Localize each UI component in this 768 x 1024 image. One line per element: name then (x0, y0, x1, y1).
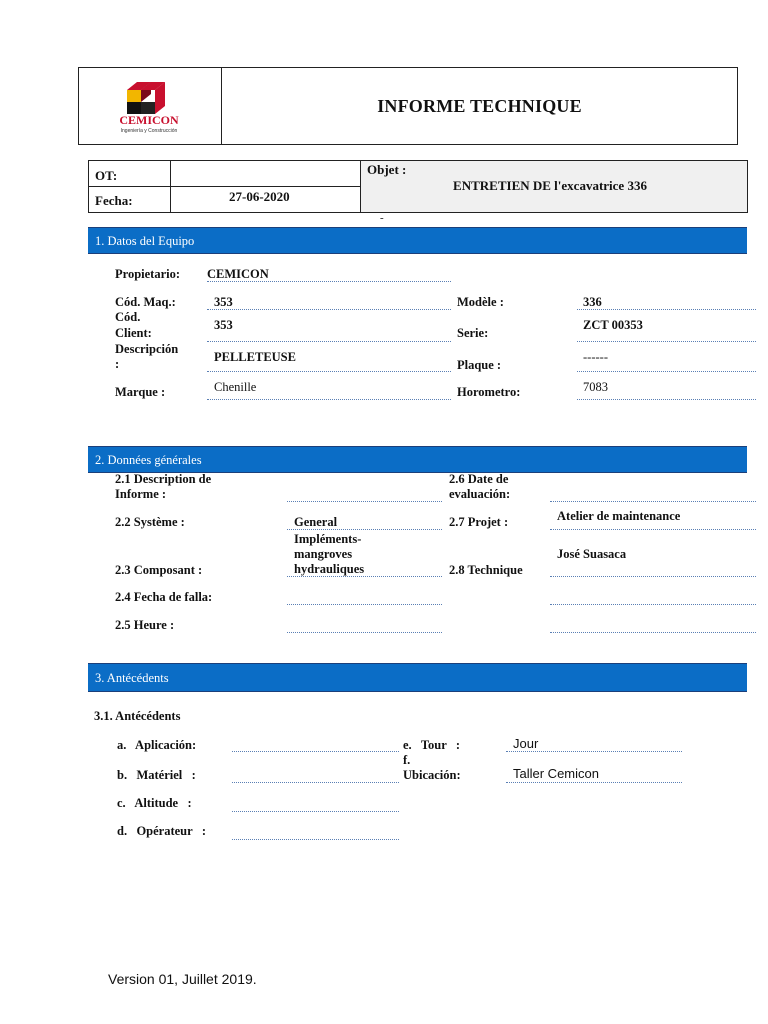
altitude-label: c. Altitude : (117, 796, 192, 810)
ubicacion-label-1: f. (403, 753, 411, 767)
materiel-label: b. Matériel : (117, 768, 196, 782)
desc-informe-label-1: 2.1 Description de (115, 472, 212, 486)
composant-label: 2.3 Composant : (115, 563, 203, 577)
modele-label: Modèle : (457, 295, 504, 309)
report-header (78, 67, 738, 145)
desc-informe-label-2: Informe : (115, 487, 167, 501)
marque-value: Chenille (214, 380, 257, 394)
fecha-value: 27-06-2020 (229, 189, 290, 204)
dash-mark: - (380, 212, 384, 224)
ubicacion-value: Taller Cemicon (513, 766, 599, 781)
technique-value: José Suasaca (557, 547, 627, 561)
objet-label-text: Objet : (367, 162, 407, 177)
heure-label: 2.5 Heure : (115, 618, 175, 632)
logo-name: CEMICON (119, 113, 179, 127)
composant-value-2: mangroves (294, 547, 353, 561)
tour-value: Jour (513, 736, 539, 751)
projet-value: Atelier de maintenance (557, 509, 681, 523)
antecedents-subtitle: 3.1. Antécédents (94, 709, 181, 723)
ot-label: OT: (95, 168, 118, 183)
section-2-bar: 2. Données générales (88, 446, 747, 473)
section-1-bar: 1. Datos del Equipo (88, 227, 747, 254)
objet-value: ENTRETIEN DE l'excavatrice 336 (453, 178, 647, 193)
version-footer: Version 01, Juillet 2019. (108, 971, 257, 987)
cemicon-logo (79, 68, 221, 144)
cod-client-label-1: Cód. (115, 310, 141, 324)
cod-maq-value: 353 (214, 295, 233, 309)
cod-client-label-2: Client: (115, 326, 152, 340)
composant-value-1: Impléments- (294, 532, 362, 546)
serie-value: ZCT 00353 (583, 318, 643, 332)
descripcion-label-2: : (115, 357, 120, 371)
descripcion-label-1: Descripción (115, 342, 179, 356)
serie-label: Serie: (457, 326, 489, 340)
logo-cell (79, 68, 222, 144)
propietario-value: CEMICON (207, 267, 269, 281)
modele-value: 336 (583, 295, 602, 309)
marque-label: Marque : (115, 385, 166, 399)
horometro-value: 7083 (583, 380, 608, 394)
ot-value-cell (171, 161, 361, 187)
logo-tagline: Ingeniería y Construcción (120, 128, 178, 134)
section-3-bar: 3. Antécédents (88, 663, 747, 692)
cod-maq-label: Cód. Maq.: (115, 295, 176, 309)
aplicacion-label: a. Aplicación: (117, 738, 197, 752)
propietario-label: Propietario: (115, 267, 181, 281)
date-eval-label-2: evaluación: (449, 487, 511, 501)
fecha-label: Fecha: (95, 193, 133, 208)
systeme-label: 2.2 Système : (115, 515, 185, 529)
projet-label: 2.7 Projet : (449, 515, 509, 529)
fecha-falla-label: 2.4 Fecha de falla: (115, 590, 213, 604)
operateur-label: d. Opérateur : (117, 824, 206, 838)
ot-table (88, 160, 748, 213)
ubicacion-label-2: Ubicación: (403, 768, 461, 782)
page-title: INFORME TECHNIQUE (377, 95, 582, 116)
cod-client-value: 353 (214, 318, 233, 332)
tour-label: e. Tour : (403, 738, 461, 752)
technique-label: 2.8 Technique (449, 563, 523, 577)
composant-value-3: hydrauliques (294, 562, 365, 576)
plaque-label: Plaque : (457, 358, 502, 372)
horometro-label: Horometro: (457, 385, 521, 399)
date-eval-label-1: 2.6 Date de (449, 472, 509, 486)
systeme-value: General (294, 515, 338, 529)
descripcion-value: PELLETEUSE (214, 350, 296, 364)
plaque-value: ------ (583, 350, 608, 364)
